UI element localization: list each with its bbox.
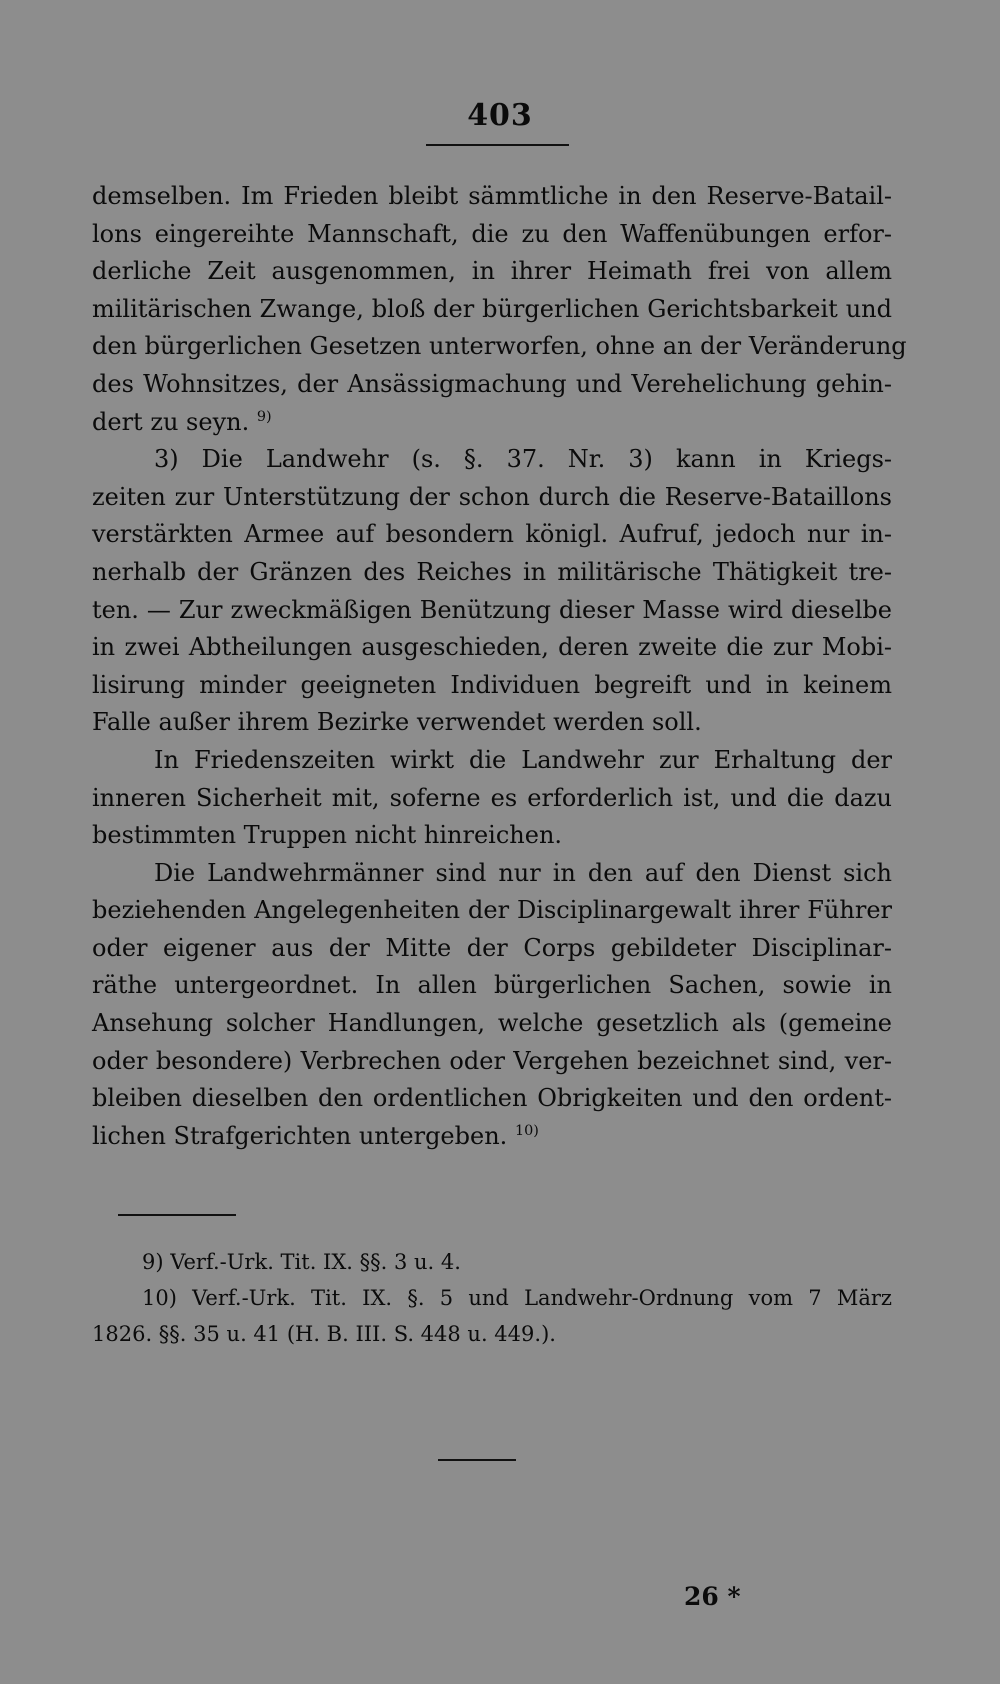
text-line-content: in zwei Abtheilungen ausgeschieden, deren zweite die zur Mobi- (92, 633, 892, 662)
text-line-content: des Wohnsitzes, der Ansässigmachung und Verehelichung gehin- (92, 369, 892, 398)
text-line (92, 780, 892, 818)
page-number: 403 (467, 98, 533, 133)
printer-signature-mark: 26 * (684, 1582, 741, 1611)
header-rule (426, 144, 569, 146)
text-line-content: derliche Zeit ausgenommen, in ihrer Heimath frei von allem (92, 257, 892, 286)
text-line-content: inneren Sicherheit mit, soferne es erforderlich ist, und die dazu (92, 783, 892, 812)
text-line-content: Ansehung solcher Handlungen, welche gesetzlich als (gemeine (92, 1009, 892, 1038)
text-line (92, 366, 892, 404)
text-line-content: bestimmten Truppen nicht hinreichen. (92, 821, 563, 850)
footnote-line: 1826. §§. 35 u. 41 (H. B. III. S. 448 u. 449.). (92, 1322, 556, 1346)
text-line (92, 930, 892, 968)
text-line-content: den bürgerlichen Gesetzen unterworfen, ohne an der Veränderung (92, 332, 907, 361)
text-line-content: militärischen Zwange, bloß der bürgerlichen Gerichtsbarkeit und (92, 294, 892, 323)
text-line (92, 629, 892, 667)
text-line-content: In Friedenszeiten wirkt die Landwehr zur Erhaltung der (154, 745, 892, 774)
text-line (92, 178, 892, 216)
footnotes (92, 1244, 892, 1352)
text-line (92, 892, 892, 930)
text-line-content: nerhalb der Gränzen des Reiches in militärische Thätigkeit tre- (92, 557, 892, 586)
text-line-content: ten. — Zur zweckmäßigen Benützung dieser Masse wird dieselbe (92, 595, 892, 624)
footnote-rule (118, 1214, 236, 1216)
text-line-content: 3) Die Landwehr (s. §. 37. Nr. 3) kann in Kriegs- (154, 445, 892, 474)
text-line-content: zeiten zur Unterstützung der schon durch die Reserve-Bataillons (92, 482, 892, 511)
text-line-content: lichen Strafgerichten untergeben. (92, 1121, 508, 1150)
footnote-line: 9) Verf.-Urk. Tit. IX. §§. 3 u. 4. (142, 1250, 461, 1274)
text-line (92, 253, 892, 291)
text-line-content: oder besondere) Verbrechen oder Vergehen bezeichnet sind, ver- (92, 1046, 892, 1075)
text-line (92, 1080, 892, 1118)
bottom-rule (438, 1459, 516, 1461)
text-line (92, 216, 892, 254)
text-line-content: dert zu seyn. (92, 407, 250, 436)
text-line (92, 1043, 892, 1081)
text-line (92, 592, 892, 630)
text-line-content: lisirung minder geeigneten Individuen begreift und in keinem (92, 670, 892, 699)
text-line-content: Falle außer ihrem Bezirke verwendet werden soll. (92, 708, 702, 737)
text-line (92, 441, 892, 479)
text-line (92, 667, 892, 705)
text-line (92, 404, 892, 442)
text-line (92, 479, 892, 517)
text-line (92, 704, 892, 742)
text-line-content: bleiben dieselben den ordentlichen Obrigkeiten und den ordent- (92, 1084, 892, 1113)
footnote-reference: 9) (256, 408, 272, 425)
body-text (92, 178, 907, 1155)
text-line-content: oder eigener aus der Mitte der Corps gebildeter Disciplinar- (92, 933, 892, 962)
text-line (92, 967, 892, 1005)
text-line (92, 1005, 892, 1043)
text-line-content: verstärkten Armee auf besondern königl. Aufruf, jedoch nur in- (92, 520, 892, 549)
text-line (92, 516, 892, 554)
text-line (92, 855, 892, 893)
text-line (92, 1118, 892, 1156)
text-line (92, 742, 892, 780)
text-line (92, 328, 907, 366)
text-line-content: Die Landwehrmänner sind nur in den auf den Dienst sich (154, 858, 892, 887)
text-line (92, 554, 892, 592)
text-line-content: räthe untergeordnet. In allen bürgerlichen Sachen, sowie in (92, 971, 892, 1000)
footnote-line: 10) Verf.-Urk. Tit. IX. §. 5 und Landwehr-Ordnung vom 7 März (142, 1286, 892, 1310)
text-line (92, 291, 892, 329)
text-line-content: lons eingereihte Mannschaft, die zu den Waffenübungen erfor- (92, 219, 892, 248)
text-line-content: demselben. Im Frieden bleibt sämmtliche in den Reserve-Batail- (92, 182, 892, 210)
text-line (92, 817, 892, 855)
text-line-content: beziehenden Angelegenheiten der Disciplinargewalt ihrer Führer (92, 896, 892, 925)
footnote-reference: 10) (514, 1122, 539, 1139)
